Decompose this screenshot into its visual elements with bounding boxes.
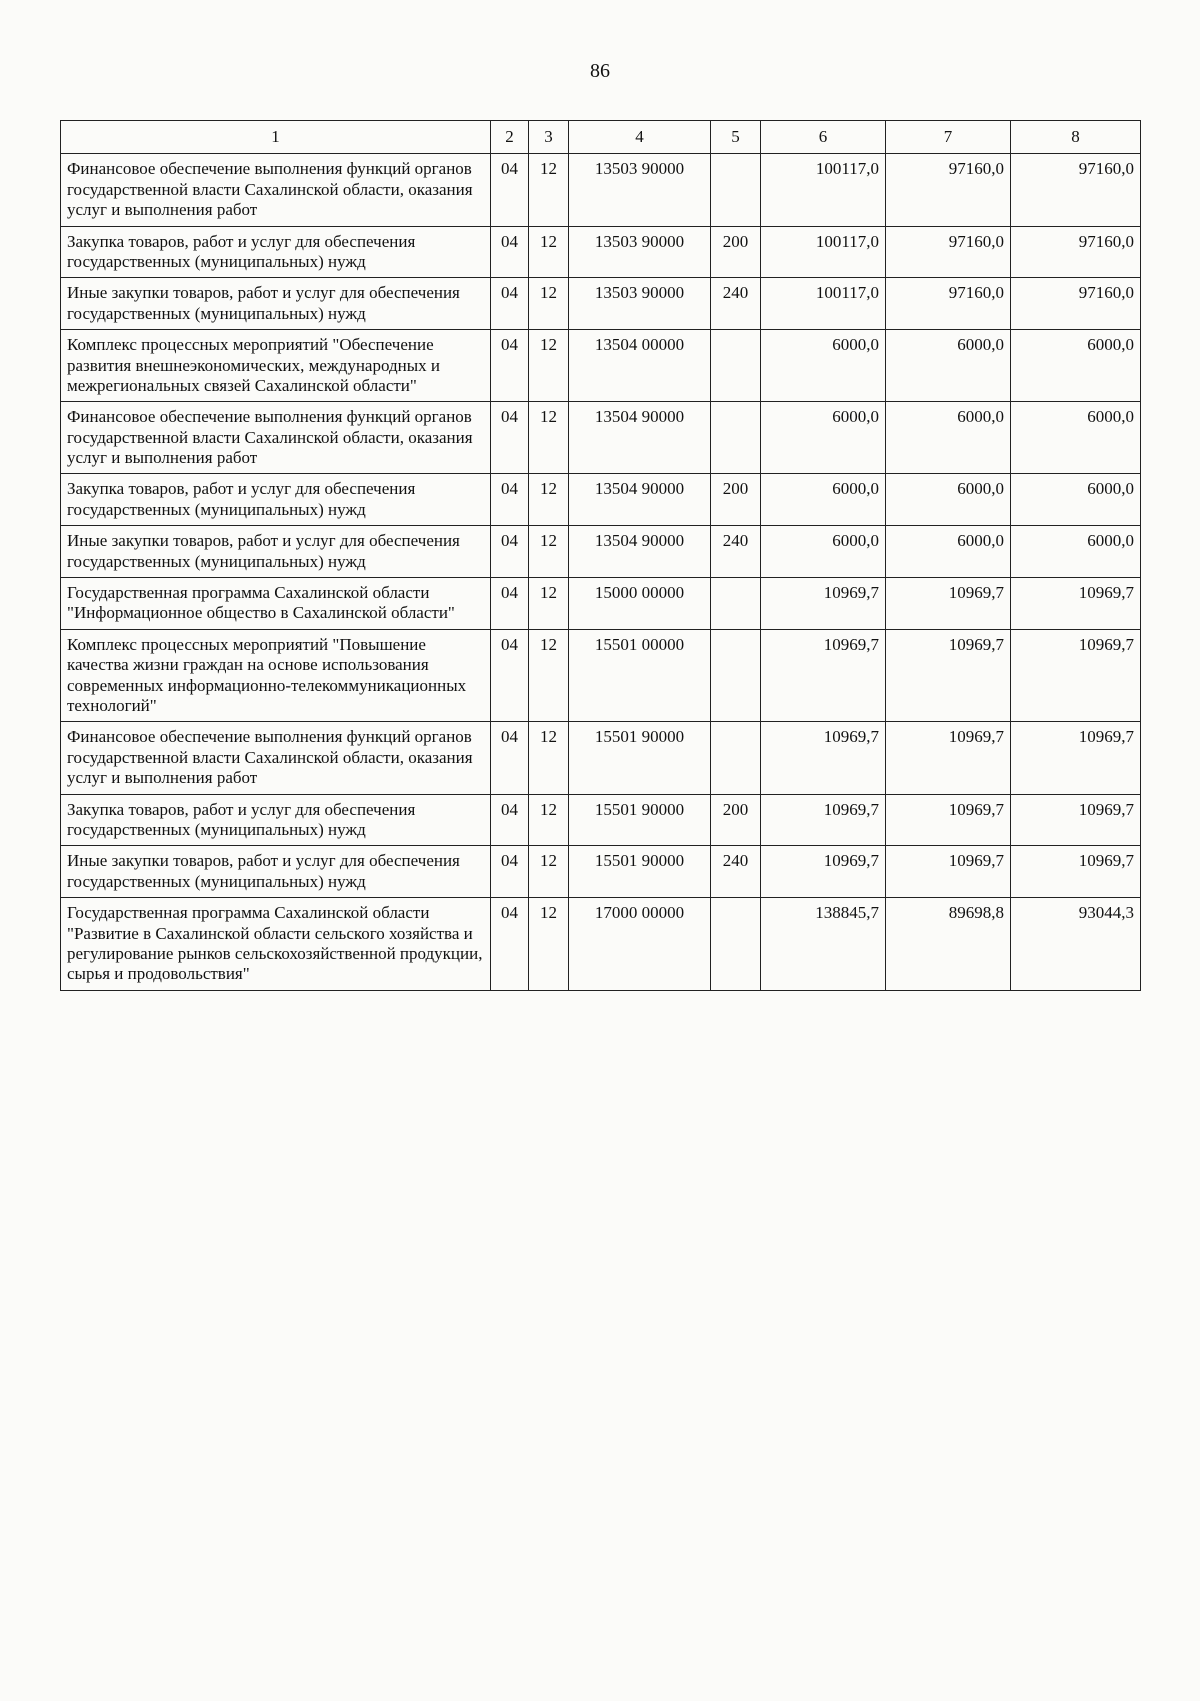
table-row xyxy=(61,526,1141,578)
section-code-cell: 04 xyxy=(491,154,529,226)
table-row xyxy=(61,278,1141,330)
subsection-code-cell: 12 xyxy=(529,154,569,226)
row-name-cell: Иные закупки товаров, работ и услуг для обеспечения государственных (муниципальных) нужд xyxy=(61,278,491,330)
subsection-code-cell: 12 xyxy=(529,278,569,330)
amount-col-7-cell: 6000,0 xyxy=(886,526,1011,578)
amount-col-6-cell: 100117,0 xyxy=(761,226,886,278)
amount-col-7-cell: 10969,7 xyxy=(886,578,1011,630)
header-col-4: 4 xyxy=(569,121,711,154)
subsection-code-cell: 12 xyxy=(529,898,569,991)
target-article-cell: 15000 00000 xyxy=(569,578,711,630)
amount-col-8-cell: 6000,0 xyxy=(1011,526,1141,578)
target-article-cell: 17000 00000 xyxy=(569,898,711,991)
header-col-8: 8 xyxy=(1011,121,1141,154)
table-row xyxy=(61,330,1141,402)
amount-col-7-cell: 6000,0 xyxy=(886,402,1011,474)
page-number: 86 xyxy=(590,60,610,82)
amount-col-7-cell: 6000,0 xyxy=(886,330,1011,402)
table-row xyxy=(61,474,1141,526)
row-name-cell: Комплекс процессных мероприятий "Повышение качества жизни граждан на основе использования современных информационно-телекоммуникационных технологий" xyxy=(61,629,491,722)
amount-col-8-cell: 6000,0 xyxy=(1011,474,1141,526)
amount-col-7-cell: 97160,0 xyxy=(886,226,1011,278)
expense-type-cell: 200 xyxy=(711,226,761,278)
header-row xyxy=(61,121,1141,154)
subsection-code-cell: 12 xyxy=(529,226,569,278)
amount-col-8-cell: 97160,0 xyxy=(1011,226,1141,278)
table-row xyxy=(61,402,1141,474)
amount-col-6-cell: 6000,0 xyxy=(761,402,886,474)
amount-col-7-cell: 6000,0 xyxy=(886,474,1011,526)
target-article-cell: 13503 90000 xyxy=(569,154,711,226)
target-article-cell: 13504 90000 xyxy=(569,402,711,474)
section-code-cell: 04 xyxy=(491,578,529,630)
target-article-cell: 15501 90000 xyxy=(569,794,711,846)
section-code-cell: 04 xyxy=(491,226,529,278)
amount-col-6-cell: 138845,7 xyxy=(761,898,886,991)
row-name-cell: Финансовое обеспечение выполнения функций органов государственной власти Сахалинской области, оказания услуг и выполнения работ xyxy=(61,154,491,226)
row-name-cell: Закупка товаров, работ и услуг для обеспечения государственных (муниципальных) нужд xyxy=(61,226,491,278)
section-code-cell: 04 xyxy=(491,526,529,578)
amount-col-7-cell: 10969,7 xyxy=(886,722,1011,794)
row-name-cell: Государственная программа Сахалинской области "Информационное общество в Сахалинской области" xyxy=(61,578,491,630)
expense-type-cell: 200 xyxy=(711,474,761,526)
table-row xyxy=(61,154,1141,226)
expense-type-cell xyxy=(711,330,761,402)
row-name-cell: Иные закупки товаров, работ и услуг для обеспечения государственных (муниципальных) нужд xyxy=(61,526,491,578)
amount-col-6-cell: 6000,0 xyxy=(761,330,886,402)
header-col-7: 7 xyxy=(886,121,1011,154)
amount-col-6-cell: 100117,0 xyxy=(761,278,886,330)
expense-type-cell xyxy=(711,578,761,630)
amount-col-6-cell: 10969,7 xyxy=(761,846,886,898)
expense-type-cell xyxy=(711,722,761,794)
section-code-cell: 04 xyxy=(491,722,529,794)
expense-type-cell xyxy=(711,154,761,226)
row-name-cell: Закупка товаров, работ и услуг для обеспечения государственных (муниципальных) нужд xyxy=(61,794,491,846)
amount-col-6-cell: 10969,7 xyxy=(761,722,886,794)
row-name-cell: Финансовое обеспечение выполнения функций органов государственной власти Сахалинской области, оказания услуг и выполнения работ xyxy=(61,402,491,474)
amount-col-7-cell: 10969,7 xyxy=(886,794,1011,846)
section-code-cell: 04 xyxy=(491,629,529,722)
table-row xyxy=(61,226,1141,278)
subsection-code-cell: 12 xyxy=(529,722,569,794)
amount-col-6-cell: 10969,7 xyxy=(761,629,886,722)
amount-col-8-cell: 6000,0 xyxy=(1011,402,1141,474)
table-row xyxy=(61,722,1141,794)
amount-col-7-cell: 10969,7 xyxy=(886,846,1011,898)
amount-col-8-cell: 10969,7 xyxy=(1011,722,1141,794)
amount-col-8-cell: 10969,7 xyxy=(1011,846,1141,898)
target-article-cell: 13503 90000 xyxy=(569,278,711,330)
section-code-cell: 04 xyxy=(491,898,529,991)
budget-table xyxy=(60,120,1141,991)
table-row xyxy=(61,898,1141,991)
section-code-cell: 04 xyxy=(491,330,529,402)
header-col-5: 5 xyxy=(711,121,761,154)
expense-type-cell: 240 xyxy=(711,846,761,898)
header-col-3: 3 xyxy=(529,121,569,154)
row-name-cell: Финансовое обеспечение выполнения функций органов государственной власти Сахалинской области, оказания услуг и выполнения работ xyxy=(61,722,491,794)
section-code-cell: 04 xyxy=(491,402,529,474)
expense-type-cell: 240 xyxy=(711,526,761,578)
expense-type-cell: 200 xyxy=(711,794,761,846)
subsection-code-cell: 12 xyxy=(529,629,569,722)
amount-col-8-cell: 10969,7 xyxy=(1011,629,1141,722)
header-col-1: 1 xyxy=(61,121,491,154)
section-code-cell: 04 xyxy=(491,278,529,330)
target-article-cell: 15501 00000 xyxy=(569,629,711,722)
target-article-cell: 13504 00000 xyxy=(569,330,711,402)
section-code-cell: 04 xyxy=(491,474,529,526)
header-col-2: 2 xyxy=(491,121,529,154)
row-name-cell: Закупка товаров, работ и услуг для обеспечения государственных (муниципальных) нужд xyxy=(61,474,491,526)
row-name-cell: Иные закупки товаров, работ и услуг для обеспечения государственных (муниципальных) нужд xyxy=(61,846,491,898)
amount-col-6-cell: 100117,0 xyxy=(761,154,886,226)
budget-table-container xyxy=(60,120,1140,991)
subsection-code-cell: 12 xyxy=(529,794,569,846)
table-body xyxy=(61,154,1141,990)
amount-col-6-cell: 10969,7 xyxy=(761,794,886,846)
amount-col-6-cell: 6000,0 xyxy=(761,474,886,526)
table-row xyxy=(61,629,1141,722)
section-code-cell: 04 xyxy=(491,846,529,898)
amount-col-7-cell: 97160,0 xyxy=(886,278,1011,330)
header-col-6: 6 xyxy=(761,121,886,154)
amount-col-8-cell: 10969,7 xyxy=(1011,578,1141,630)
table-row xyxy=(61,794,1141,846)
table-row xyxy=(61,578,1141,630)
amount-col-8-cell: 97160,0 xyxy=(1011,154,1141,226)
subsection-code-cell: 12 xyxy=(529,526,569,578)
amount-col-8-cell: 6000,0 xyxy=(1011,330,1141,402)
subsection-code-cell: 12 xyxy=(529,846,569,898)
row-name-cell: Комплекс процессных мероприятий "Обеспечение развития внешнеэкономических, международных и межрегиональных связей Сахалинской области" xyxy=(61,330,491,402)
target-article-cell: 13504 90000 xyxy=(569,526,711,578)
amount-col-6-cell: 6000,0 xyxy=(761,526,886,578)
row-name-cell: Государственная программа Сахалинской области "Развитие в Сахалинской области сельского хозяйства и регулирование рынков сельскохозяйственной продукции, сырья и продовольствия" xyxy=(61,898,491,991)
expense-type-cell xyxy=(711,402,761,474)
amount-col-7-cell: 10969,7 xyxy=(886,629,1011,722)
amount-col-8-cell: 93044,3 xyxy=(1011,898,1141,991)
target-article-cell: 15501 90000 xyxy=(569,846,711,898)
subsection-code-cell: 12 xyxy=(529,330,569,402)
table-row xyxy=(61,846,1141,898)
amount-col-7-cell: 97160,0 xyxy=(886,154,1011,226)
target-article-cell: 13503 90000 xyxy=(569,226,711,278)
amount-col-7-cell: 89698,8 xyxy=(886,898,1011,991)
expense-type-cell xyxy=(711,629,761,722)
amount-col-8-cell: 97160,0 xyxy=(1011,278,1141,330)
target-article-cell: 15501 90000 xyxy=(569,722,711,794)
amount-col-8-cell: 10969,7 xyxy=(1011,794,1141,846)
subsection-code-cell: 12 xyxy=(529,474,569,526)
expense-type-cell xyxy=(711,898,761,991)
section-code-cell: 04 xyxy=(491,794,529,846)
target-article-cell: 13504 90000 xyxy=(569,474,711,526)
subsection-code-cell: 12 xyxy=(529,402,569,474)
expense-type-cell: 240 xyxy=(711,278,761,330)
subsection-code-cell: 12 xyxy=(529,578,569,630)
amount-col-6-cell: 10969,7 xyxy=(761,578,886,630)
